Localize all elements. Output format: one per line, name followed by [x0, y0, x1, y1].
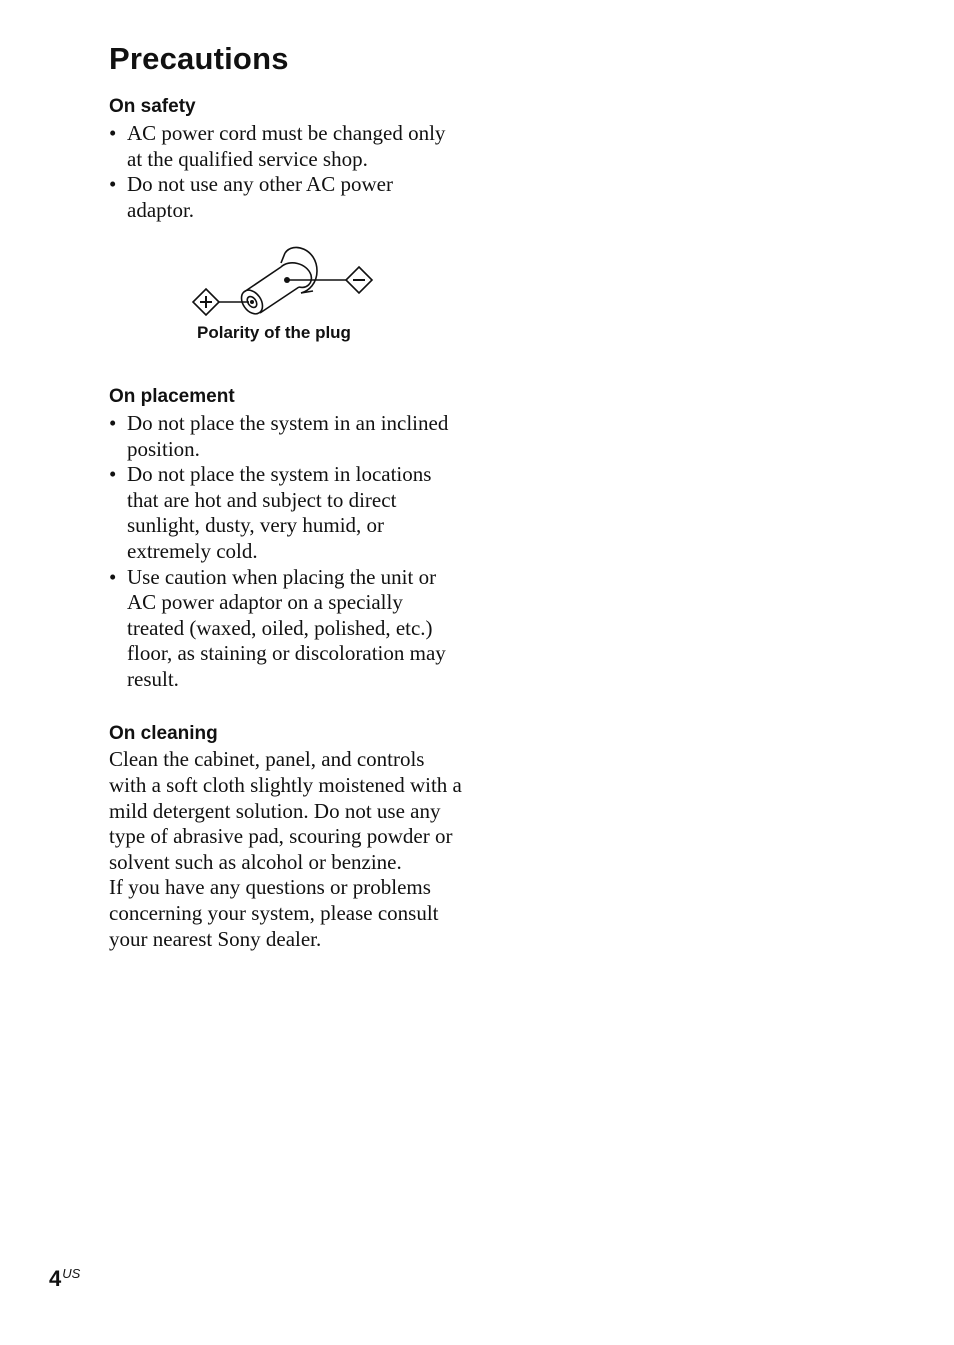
safety-list	[109, 121, 464, 223]
list-item: • Do not place the system in an inclined position.	[109, 411, 464, 462]
page-title: Precautions	[109, 41, 289, 76]
list-item: • Use caution when placing the unit or AC power adaptor on a specially treated (waxed, oiled, polished, etc.) floor, as staining or discoloration may result.	[109, 565, 464, 693]
section-heading-cleaning: On cleaning	[109, 722, 218, 744]
polarity-figure	[109, 223, 464, 385]
section-heading-safety: On safety	[109, 96, 196, 118]
placement-list	[109, 411, 464, 693]
list-item: • Do not use any other AC power adaptor.	[109, 172, 464, 223]
plug-polarity-icon	[189, 241, 379, 326]
content-column	[109, 40, 464, 952]
page-region: US	[62, 1266, 81, 1281]
list-item: • Do not place the system in locations that are hot and subject to direct sunlight, dusty, very humid, or extremely cold.	[109, 462, 464, 564]
page-number-value: 4	[49, 1266, 62, 1291]
contact-paragraph: If you have any questions or problems concerning your system, please consult your nearest Sony dealer.	[109, 875, 439, 951]
page-number	[49, 1266, 80, 1292]
list-item: • AC power cord must be changed only at the qualified service shop.	[109, 121, 464, 172]
section-heading-placement: On placement	[109, 386, 235, 408]
figure-caption: Polarity of the plug	[197, 323, 351, 343]
cleaning-paragraph: Clean the cabinet, panel, and controls with a soft cloth slightly moistened with a mild detergent solution. Do not use any type of abrasive pad, scouring powder or solvent such as alcohol or benzine.	[109, 747, 462, 874]
